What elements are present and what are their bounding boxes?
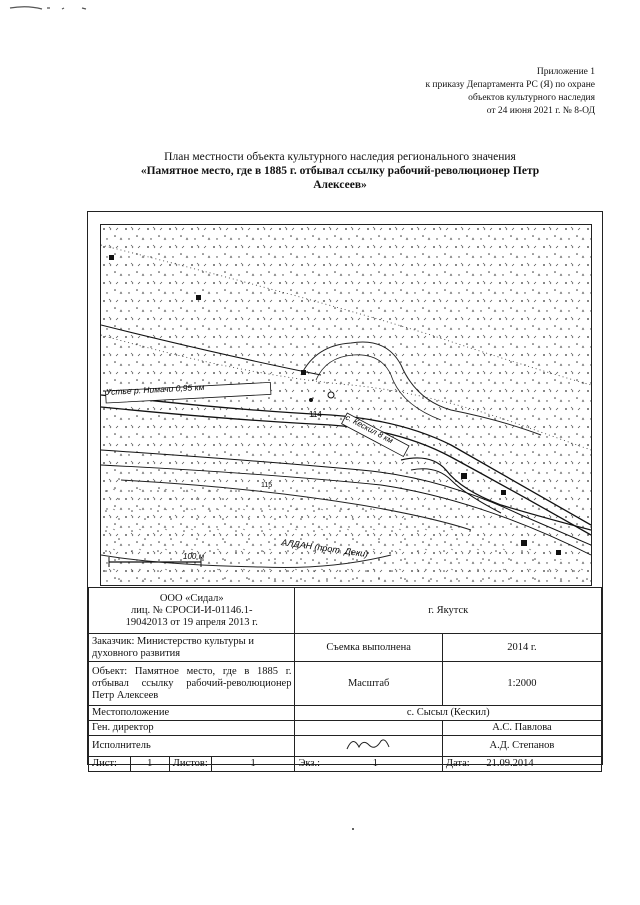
- director-signature-cell: [295, 721, 442, 736]
- page-dot: [352, 828, 354, 830]
- title-line-2: «Памятное место, где в 1885 г. отбывал ссылку рабочий-революционер Петр: [140, 165, 540, 177]
- object-cell: Объект: Памятное место, где в 1885 г. отбывал ссылку рабочий-революционер Петр Алексеев: [89, 662, 295, 706]
- sheets-label-cell: Листов:: [169, 757, 211, 772]
- executor-name-cell: А.Д. Степанов: [442, 736, 601, 757]
- map-point-label-2: 115: [261, 482, 273, 489]
- executor-label-cell: Исполнитель: [89, 736, 295, 757]
- date-cell: [442, 757, 601, 772]
- appendix-line-1: Приложение 1: [536, 67, 595, 77]
- title-block-table: [88, 587, 602, 772]
- map-label-mouth: Устье р. Нимачи 0,95 км: [105, 381, 205, 397]
- scale-label-cell: Масштаб: [295, 662, 442, 706]
- map-label-aldan: АЛДАН (прот. Деки): [280, 537, 369, 560]
- scale-value-cell: 1:2000: [442, 662, 601, 706]
- location-label-cell: Местоположение: [89, 706, 295, 721]
- date-value: 21.09.2014: [486, 758, 534, 769]
- sheet-label-cell: Лист:: [89, 757, 131, 772]
- title-line-3: Алексеев»: [313, 179, 367, 191]
- org-cell: [89, 588, 295, 634]
- corner-mark: [2, 2, 112, 16]
- org-line-1: ООО «Сидал»: [159, 592, 224, 604]
- date-label: Дата:: [445, 758, 470, 769]
- director-label-cell: Ген. директор: [89, 721, 295, 736]
- survey-year-cell: 2014 г.: [442, 634, 601, 662]
- city-cell: г. Якутск: [295, 588, 602, 634]
- map-label-scale: 100 м: [183, 552, 205, 561]
- org-line-3: 19042013 от 19 апреля 2013 г.: [125, 616, 258, 628]
- map-point-label: 114: [309, 410, 322, 419]
- director-name-cell: А.С. Павлова: [442, 721, 601, 736]
- location-value-cell: с. Сысыл (Кескил): [295, 706, 602, 721]
- customer-cell: Заказчик: Министерство культуры и духовного развития: [89, 634, 295, 662]
- appendix-line-4: от 24 июня 2021 г. № 8-ОД: [486, 106, 595, 116]
- appendix-line-3: объектов культурного наследия: [468, 93, 595, 103]
- copy-cell: [295, 757, 442, 772]
- site-plan-map: [100, 224, 592, 586]
- document-title: [80, 150, 600, 192]
- executor-signature-cell: [295, 736, 442, 757]
- title-line-1: План местности объекта культурного наследия регионального значения: [164, 151, 516, 163]
- map-label-kesk: с. Кескил 8 км: [344, 412, 395, 446]
- appendix-line-2: к приказу Департамента РС (Я) по охране: [425, 80, 595, 90]
- appendix-header: [425, 66, 595, 118]
- sheets-value-cell: 1: [211, 757, 295, 772]
- plan-frame: [87, 211, 603, 769]
- sheet-value-cell: 1: [130, 757, 169, 772]
- org-line-2: лиц. № СРОСИ-И-01146.1-: [131, 604, 253, 616]
- copy-value: 1: [372, 758, 378, 769]
- signature-image: [339, 737, 399, 751]
- survey-label-cell: Съемка выполнена: [295, 634, 442, 662]
- map-drawing: [101, 225, 591, 585]
- copy-label: Экз.:: [298, 758, 321, 769]
